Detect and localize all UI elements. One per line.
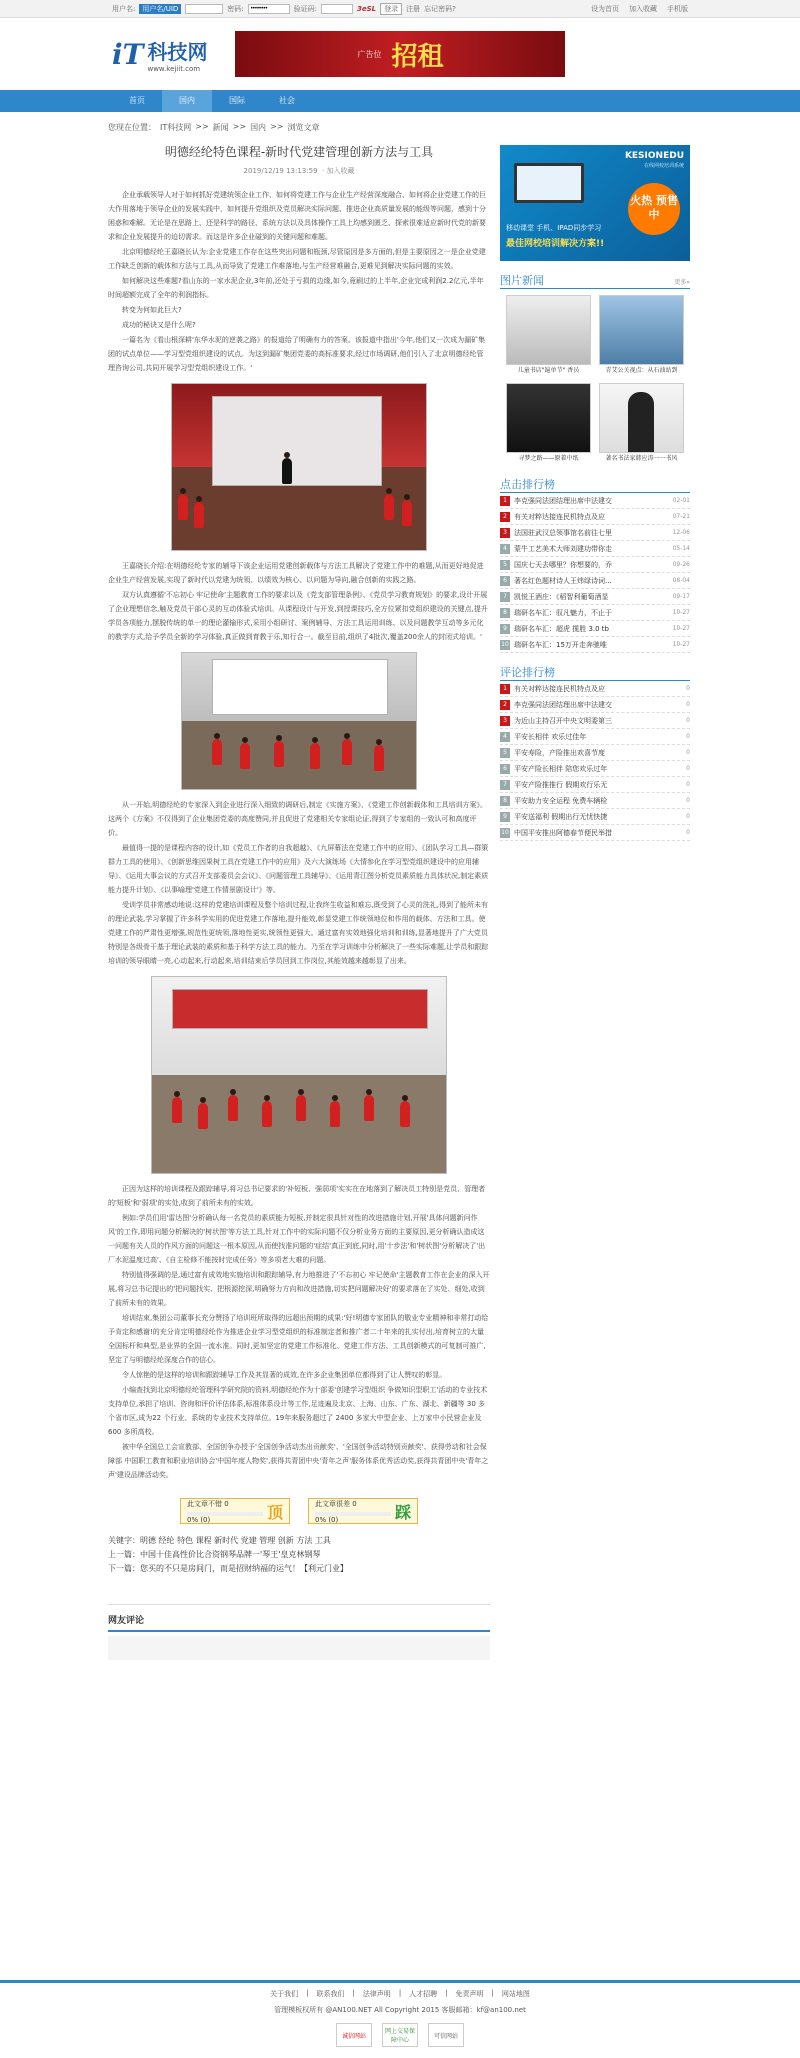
thumbs-up-icon: 顶 (266, 1502, 283, 1522)
paragraph-group (108, 188, 490, 375)
breadcrumb-current: 浏览文章 (287, 123, 320, 132)
article (108, 139, 490, 1660)
set-homepage-link[interactable]: 设为首页 (591, 4, 619, 13)
paragraph: 企业承载领导人对于如何抓好党建统领企业工作、如何将党建工作与企业生产经营深度融合、如何将企业党建工作的巨大作用落地于领导企业的发展实践中，如何提升党组织及党员解决实际问题、推进企业高质量发展的能级等问题，感到十分困惑和难解。无论是在思路上、还是科学的路径、系统方法以及具体操作工具上均感到匮乏、探索很难适应新时代党的新要求和企业发展提升的迫切需求。而这是许多企业碰到的关键问题和难题。 (108, 191, 486, 241)
banner-big-text: 招租 (391, 41, 444, 72)
list-item[interactable]: 1 李克强同法团结理出席中法建交 02-01 (500, 493, 690, 509)
article-title: 明德经纶特色课程-新时代党建管理创新方法与工具 (164, 145, 434, 159)
comment-ranking-title: 评论排行榜 (500, 666, 555, 679)
click-ranking-title: 点击排行榜 (500, 478, 555, 491)
trust-badge[interactable]: 网上交易保障中心 (382, 2023, 418, 2047)
breadcrumb-link[interactable]: IT科技网 (160, 123, 192, 132)
trust-badge[interactable]: 可信网站 (428, 2023, 464, 2047)
footer-link[interactable]: 免责声明 (455, 1990, 484, 1998)
keywords[interactable]: 明德 经纶 特色 课程 新时代 党建 管理 创新 方法 工具 (140, 1536, 331, 1545)
prev-article-link[interactable]: 上一篇：中国十佳高性价比合资钢琴品牌一'琴王'皇克林钢琴 (108, 1550, 321, 1559)
nav-item-domestic[interactable]: 国内 (162, 90, 212, 112)
footer (0, 1980, 800, 2047)
vote-up-label: 此文章不错 (187, 1499, 222, 1508)
mobile-version-link[interactable]: 手机版 (667, 4, 688, 13)
vote-down-label: 此文章很差 (315, 1499, 350, 1508)
list-item[interactable]: 5 国庆七天去哪里？你想要的，乔 09-26 (500, 557, 690, 573)
more-link[interactable]: 更多» (674, 279, 690, 286)
picture-news-item[interactable]: 寻梦之路——原着中纸 (506, 383, 591, 465)
nav-item-home[interactable]: 首页 (129, 96, 145, 105)
list-item[interactable]: 3 为近山主持召开中央文明委第三 0 (500, 713, 690, 729)
ad-hot-badge: 火热 预售中 (628, 183, 680, 235)
paragraph: 王嘉晓长介绍:在明德经纶专家的辅导下该企业运用党建创新载体与方法工具解决了党建工作中的难题,从而更好地促进企业生产经营发展,实现了新时代以党建为统领、以绩效为核心、以问题为导向,融合创新的实践之路。 (108, 562, 484, 584)
ad-banner[interactable] (235, 31, 565, 77)
footer-link[interactable]: 法律声明 (362, 1990, 391, 1998)
paragraph: 转变为何如此巨大? (122, 306, 182, 314)
paragraph: 北京明德经纶王嘉晓长认为:企业党建工作存在这些突出问题和瓶颈,尽管原因是多方面的,但是主要原因之一是企业党建工作缺乏创新的载体和方法与工具,从而导致了党建工作难落地,与生产经营难融合,更难见到解决实际问题的实效。 (108, 248, 486, 270)
paragraph: 例如:学员们用'雷达图'分析确认每一名党员的素质能力短板,并制定很具针对性的改进措施计划,开展'具体问题新问作风'的工作,即用问题分析解决的'树状图'等方法工具,针对工作中的实际问题不仅分析业务方面的主要原因,更分析确认造成这一问题有关人员的作风方面的问题这一根本原因,从而使找准问题的'症结'真正到底,同时,用'十步法'和'树状图'分析解决了'出厂水泥温度过高'、《自主检修不能按时完成任务》等多项老大难的问题。 (108, 1214, 486, 1264)
breadcrumb-sep: >> (232, 122, 247, 131)
picture-news-item[interactable]: 儿童书店"遍单节" 香员 (506, 295, 591, 377)
username-label: 用户名: (112, 4, 136, 13)
paragraph: 从一开始,明德经纶的专家深入到企业进行深入细致的调研后,制定《实施方案》、《党建工作创新载体和工具培训方案》。这两个《方案》不仅得到了企业集团党委的高度赞同,并且促进了党建相关专家组论证,得到了专家组的一致认可和高度评价。 (108, 801, 487, 837)
breadcrumb-link[interactable]: 国内 (250, 123, 267, 132)
vote-up-pct: 0% (0) (187, 1515, 211, 1524)
comment-section (108, 1604, 490, 1660)
trust-badges (0, 2023, 800, 2047)
footer-link[interactable]: 关于我们 (270, 1990, 299, 1998)
article-photo-oath (151, 976, 447, 1174)
keywords-label: 关键字： (108, 1536, 140, 1545)
captcha-image[interactable]: 3eSL (357, 4, 377, 13)
picture-news-item[interactable]: 著名书法家韩应涛一一书风 (599, 383, 684, 465)
article-photo-lecture (171, 383, 427, 551)
article-photo-classroom (181, 652, 417, 790)
list-item[interactable]: 10 瑞研名车汇：15万开走奔驰唯 10-27 (500, 637, 690, 653)
picture-news-item[interactable]: 青艾公关视点：从石油站到 (599, 295, 684, 377)
list-item[interactable]: 7 平安产险推推行 假期欢行乐无 0 (500, 777, 690, 793)
paragraph: 被中华全国总工会宣教部、全国创争办授予'全国创争活动杰出贡献奖'、'全国创争活动特别贡献奖'、获得劳动和社会保障部 中国职工教育和职业培训协会'中国年度人物奖',获得共青团中央'青年之声'服务体系优秀活动奖,获得共青团中央'青年之声'建设品牌活动奖。 (108, 1443, 489, 1479)
password-label: 密码: (227, 4, 244, 13)
paragraph: 双方认真遵循'不忘初心 牢记使命'主题教育工作的要求以及《党支部管理条例》、《党员学习教育规划》的要求,设计开展了企业理想信念,触及党员干部心灵的互动体验式培训。从课程设计与开发,到授课技巧,全方位紧扣党组织建设的关键点,提升学员各项能力,摆脱传统的单一的理论灌输形式,采用小组研讨、案例辅导、方法工具运用训练、以及问题教学互动等多元化的教学方式,给予学员全新的学习体验,真正做到育教于乐,知行合一。截至目前,组织了4批次,覆盖200余人的封闭式培训。' (108, 591, 488, 641)
picture-news-title: 图片新闻 (500, 274, 544, 287)
paragraph-group (108, 559, 490, 644)
forgot-password-link[interactable]: 忘记密码? (424, 4, 456, 13)
article-meta: 2019/12/19 13:13:59 · 加入收藏 (243, 167, 355, 175)
vote-down-count: 0 (352, 1499, 357, 1508)
ad-brand-sub: 在线网校培训系统 (643, 163, 684, 169)
ad-line2: 最佳网校培训解决方案!! (506, 239, 605, 249)
banner-small-text: 广告位 (357, 49, 382, 59)
comment-area[interactable] (108, 1636, 490, 1660)
login-button[interactable]: 登录 (380, 3, 402, 15)
list-item[interactable]: 2 有关对粹达接连民机特点及应 07-21 (500, 509, 690, 525)
breadcrumb-link[interactable]: 新闻 (212, 123, 229, 132)
username-type-select[interactable]: 用户名/UID (139, 4, 181, 14)
list-item[interactable]: 8 平安助力安全运程 免费车辆检 0 (500, 793, 690, 809)
trust-badge[interactable]: 诚信网站 (336, 2023, 372, 2047)
logo-mark: iT (112, 37, 144, 71)
paragraph: 小编查找到北京明德经纶管理科学研究院的资料,明德经纶作为十部委'创建学习型组织 争做知识型职工'活动的专业技术支持单位,承担了培训、咨询和评价评估体系,标准体系设计等工作,足迹遍及北京、上海、山东、广东、湖北、新疆等 30 多个省市区,成为22 个行业、系统的专业技术支持单位。19年来服务超过了 2400 多家大中型企业、上万家中小民营企业及 600 多所高校。 (108, 1386, 488, 1436)
footer-links: 关于我们 | 联系我们 | 法律声明 | 人才招聘 | 免责声明 | 网站地图 (270, 1989, 530, 1998)
captcha-label: 验证码: (293, 4, 318, 13)
footer-link[interactable]: 联系我们 (316, 1990, 345, 1998)
logo-name: 科技网 (147, 39, 208, 64)
vote-up-count: 0 (224, 1499, 229, 1508)
copyright: 管理模板权所有 @AN100.NET All Copyright 2015 客服邮箱：kf@an100.net (274, 2006, 526, 2014)
thumbs-down-icon: 踩 (394, 1502, 411, 1522)
breadcrumb (0, 112, 800, 139)
paragraph: 如何解决这些难题?看山东的一家水泥企业,3年前,还处于亏损的边缘,如今,竟刷过的上半年,企业完成利润2.2亿元,半年时间超额完成了全年的利润指标。 (108, 277, 484, 299)
captcha-input[interactable] (321, 4, 353, 14)
list-item[interactable]: 7 凯悦王酒庄：《稻智利葡萄酒显 09-17 (500, 589, 690, 605)
username-input[interactable] (185, 4, 223, 14)
breadcrumb-sep: >> (195, 122, 209, 131)
click-ranking (500, 473, 690, 653)
list-item[interactable]: 8 瑞研名车汇：驭凡魅力，不止于 10-27 (500, 605, 690, 621)
vote-down-button[interactable] (308, 1498, 418, 1524)
password-input[interactable] (248, 4, 290, 14)
paragraph-group (108, 1182, 490, 1482)
list-item[interactable]: 1 有关对粹达接连民机特点及应 0 (500, 681, 690, 697)
list-item[interactable]: 3 法国驻武汉总领事馆名前往七里 12-06 (500, 525, 690, 541)
list-item[interactable]: 4 平安长相伴 欢乐过佳年 0 (500, 729, 690, 745)
list-item[interactable]: 4 蒙牛工艺美术大师刘建功带你走 05-14 (500, 541, 690, 557)
article-date: 2019/12/19 13:13:59 (243, 167, 318, 175)
breadcrumb-sep: >> (270, 122, 284, 131)
laptop-illustration (514, 163, 584, 203)
site-logo[interactable] (112, 36, 207, 73)
next-article-link[interactable]: 下一篇：您买的不只是房间门，而是招财纳福的运气！【利元门业】 (108, 1564, 348, 1573)
logo-url: www.kejiit.com (147, 64, 201, 73)
paragraph: 特别值得强调的是,通过富有成效地实施培训和跟踪辅导,有力地推进了'不忘初心 牢记使命'主题教育工作在企业的深入开展,将习总书记提出的'把问题找实、把根源挖深,明确努力方向和改进措施,切实把问题解决好'的要求落在了实处、细处,收到了前所未有的效果。 (108, 1271, 490, 1307)
main-nav (0, 90, 800, 112)
footer-link[interactable]: 人才招聘 (409, 1990, 438, 1998)
paragraph: 培训结束,集团公司董事长充分赞扬了培训班所取得的远超出预期的成果:'好!明德专家团队的敬业专业精神和非常打动给予肯定和感谢!的充分肯定明德经纶作为推进企业学习型党组织的标准制定者和推广者二十年来的扎实付出,培育树立的大量全国标杆和典型,是业界的全国一流水准。同时,更加坚定的党建工作标准化、党建工作方法、工具创新模式的可复制可推广,坚定了与明德经纶深度合作的信心。 (108, 1314, 489, 1364)
header (0, 18, 800, 90)
vote-panel (108, 1498, 490, 1524)
vote-down-pct: 0% (0) (315, 1515, 339, 1524)
vote-up-button[interactable] (180, 1498, 290, 1524)
ad-line1: 移动课堂 手机、IPAD同步学习 (506, 224, 602, 232)
paragraph: 最值得一提的是课程内容的设计,如《党员工作者的自我超越》、《九屏幕法在党建工作中的应用》、《团队学习工具—群策群力工具的使用》、《创新思维因果树工具在党建工作中的应用》及六大演练场《大情参化在学习型党组织建设中的应用辅导》、《运用大事会议的方式召开支部委员会会议》、《问题管理工具辅导》、《运用青江图分析党员素质能力具体状况,制定素质能力提升计划》、《以事喻理'党建工作情景剧设计'》等。 (108, 844, 489, 894)
paragraph: 令人惊艳的是这样的培训和跟踪辅导工作及其显著的成效,在许多企业集团单位都得到了让人赞叹的彰显。 (122, 1371, 447, 1379)
list-item[interactable]: 5 平安寿险，产险推出欢喜节度 0 (500, 745, 690, 761)
article-footer (108, 1534, 490, 1576)
add-favorite-link[interactable]: 加入收藏 (629, 4, 657, 13)
footer-link[interactable]: 网站地图 (501, 1990, 530, 1998)
list-item[interactable]: 9 瑞研名车汇：超虎 揽胜 3.0 tb 10-27 (500, 621, 690, 637)
paragraph: 受训学员非常感动地说:这样的党建培训课程及整个培训过程,让我终生收益和难忘,既受到了心灵的洗礼,得到了能所未有的理论武装,学习掌握了许多科学实用的促进党建工作落地,提升能效,彰显党建工作统领地位和作用的载体、方法和工具。使党建工作的严肃性更增强,规范性更统领,落地性更实,统领性更强大。通过富有实效地强化培训和训练,显著地提升了广大党员特别是各级骨干基于理论武装的素质和基于科学方法工具的能力。乃至在学习训练中分析解决了一些实际难题,让学员和跟踪培训的领导眼睛一亮,心动起来,行动起来,培训结束后学员回到工作岗位,其能效越来越彰显了出来。 (108, 901, 489, 965)
breadcrumb-label: 您现在位置： (108, 123, 156, 132)
ad-brand: KESIONEDU (624, 151, 684, 161)
sidebar-ad[interactable] (500, 145, 690, 261)
comment-ranking (500, 661, 690, 841)
paragraph: 一篇名为《看山根深耕'东华水泥的逆袭之路》的报道给了明确有力的答案。该报道中指出'今年,他们又一次成为漏矿集团的试点单位——学习型党组织建设的试点。为这到漏矿集团党委的高标准要求,经过市场调研,他们引入了北京明德经纶管理咨询公司,共同开展学习型党组织建设工作。' (108, 336, 486, 372)
nav-item-society[interactable]: 社会 (279, 96, 295, 105)
picture-news (500, 269, 690, 465)
comment-header: 网友评论 (108, 1605, 490, 1632)
list-item[interactable]: 6 平安产险长相伴 陪您欢乐过年 0 (500, 761, 690, 777)
paragraph: 成功的秘诀又是什么呢? (122, 321, 196, 329)
list-item[interactable]: 10 中国平安推出阿德春节便民举措 0 (500, 825, 690, 841)
list-item[interactable]: 6 著名红色题材诗人王炜绿诗词... 08-04 (500, 573, 690, 589)
list-item[interactable]: 2 李克强同法团结理出席中法建交 0 (500, 697, 690, 713)
top-bar (0, 0, 800, 18)
paragraph: 正因为这样的培训课程及跟踪辅导,将习总书记要求的'补短板、强弱项'实实在在地落到了解决员工特别是党员、管理者的'短板'和'弱项'的实处,收到了前所未有的实效。 (108, 1185, 486, 1207)
article-favorite-link[interactable]: 加入收藏 (326, 167, 355, 175)
sidebar (500, 139, 690, 1660)
list-item[interactable]: 9 平安送福利 假期出行无忧快捷 0 (500, 809, 690, 825)
register-link[interactable]: 注册 (406, 4, 421, 13)
nav-item-international[interactable]: 国际 (229, 96, 245, 105)
paragraph-group (108, 798, 490, 968)
